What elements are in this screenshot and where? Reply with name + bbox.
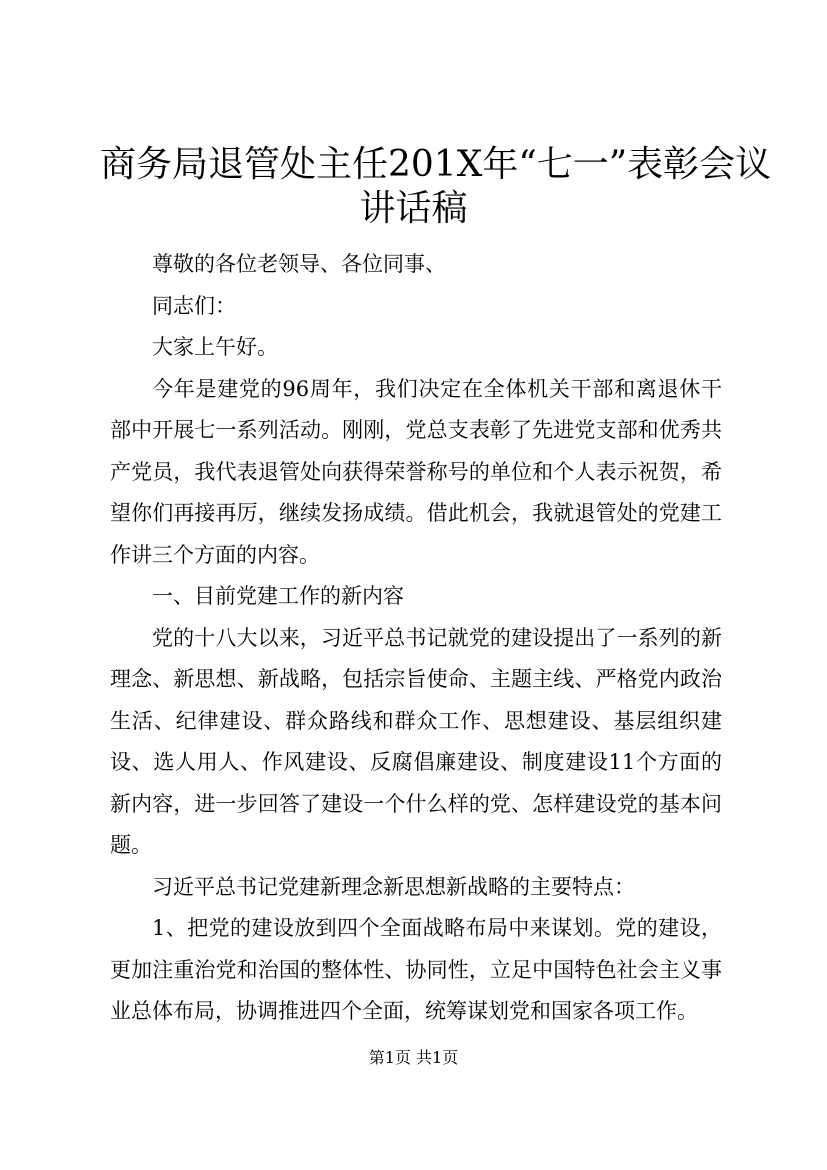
section-heading-1: 一、目前党建工作的新内容 xyxy=(152,584,404,608)
document-body xyxy=(110,244,722,1033)
features-heading-paragraph: 习近平总书记党建新理念新思想新战略的主要特点： xyxy=(152,874,635,899)
title-line-2: 讲话稿 xyxy=(359,188,468,229)
salutation-comrades-paragraph: 同志们： xyxy=(152,293,236,318)
title-line-1: 商务局退管处主任201X年“七一”表彰会议 xyxy=(100,144,772,185)
greeting-paragraph: 大家上午好。 xyxy=(152,335,278,359)
salutation-paragraph: 尊敬的各位老领导、各位同事、 xyxy=(152,252,446,276)
intro-paragraph: 今年是建党的96周年，我们决定在全体机关干部和离退休干部中开展七一系列活动。刚刚，党总支表彰了先进党支部和优秀共产党员，我代表退管处向获得荣誉称号的单位和个人表示祝贺，希望你们再接再厉，继续发扬成绩。借此机会，我就退管处的党建工作讲三个方面的内容。 xyxy=(110,376,722,567)
feature-1-paragraph: 1、把党的建设放到四个全面战略布局中来谋划。党的建设，更加注重治党和治国的整体性、协同性，立足中国特色社会主义事业总体布局，协调推进四个全面，统筹谋划党和国家各项工作。 xyxy=(110,916,722,1023)
document-title xyxy=(100,143,772,231)
section-1-paragraph: 党的十八大以来，习近平总书记就党的建设提出了一系列的新理念、新思想、新战略，包括宗旨使命、主题主线、严格党内政治生活、纪律建设、群众路线和群众工作、思想建设、基层组织建设、选人用人、作风建设、反腐倡廉建设、制度建设11个方面的新内容，进一步回答了建设一个什么样的党、怎样建设党的基本问题。 xyxy=(110,625,722,857)
page-footer: 第1页 共1页 xyxy=(368,1048,459,1067)
